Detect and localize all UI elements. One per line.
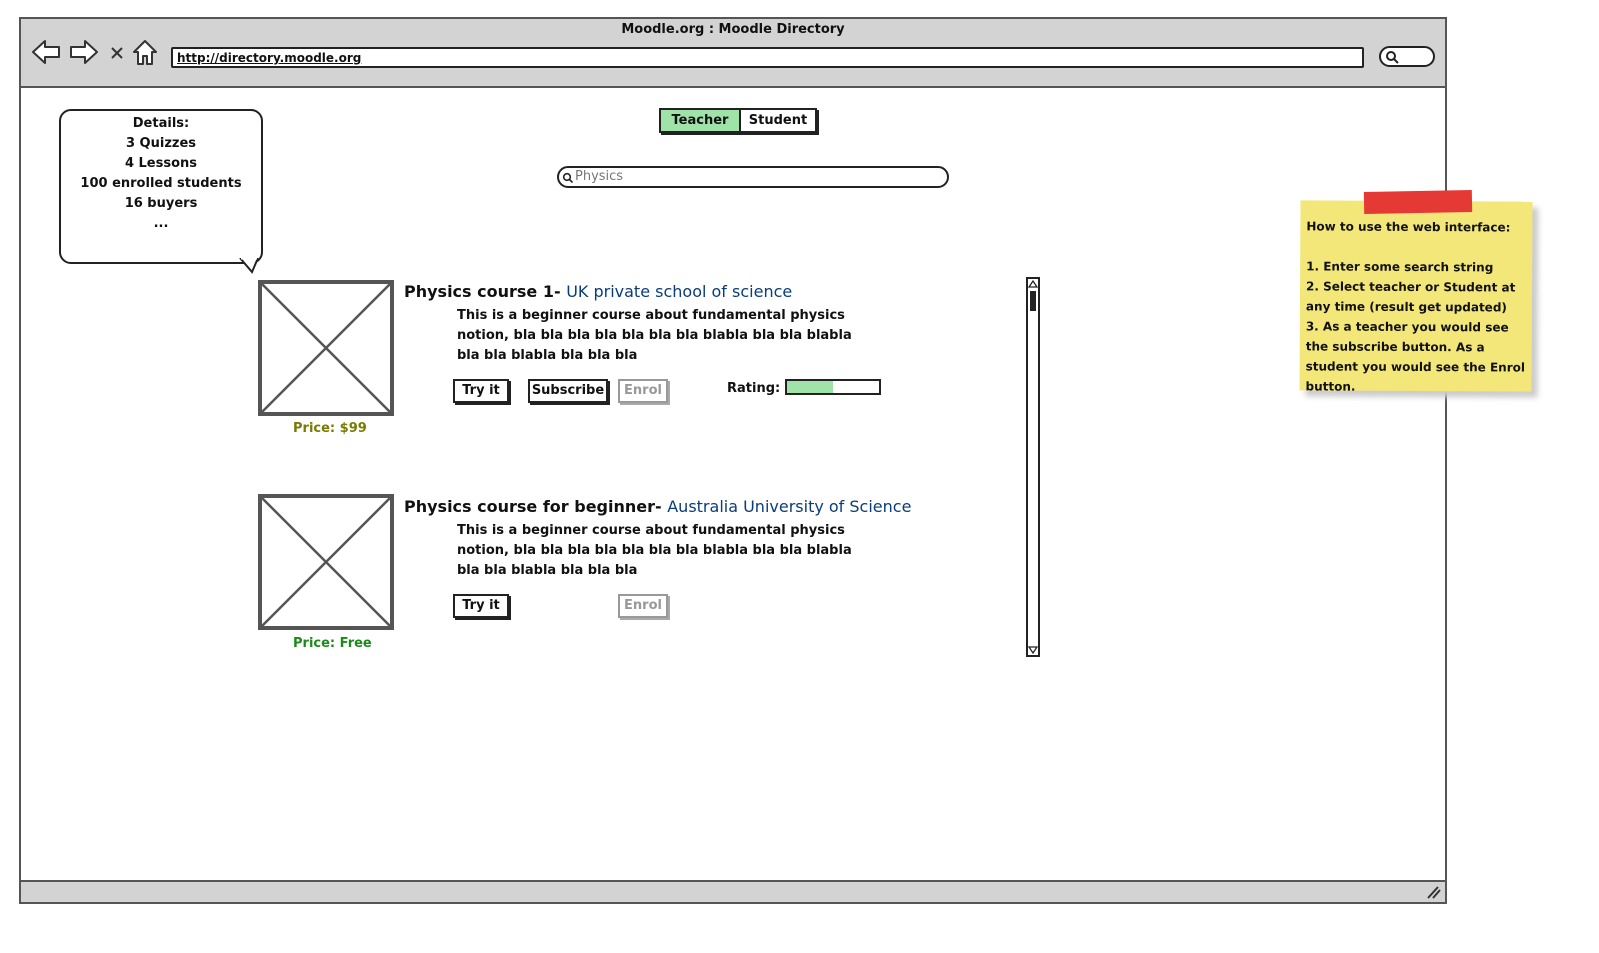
forward-arrow-icon[interactable]: [69, 38, 99, 66]
course-name: Physics course for beginner: [404, 497, 656, 516]
try-it-button[interactable]: Try it: [453, 594, 509, 618]
tooltip-tail: [238, 258, 260, 274]
sticky-note: [1300, 200, 1533, 394]
browser-titlebar: [21, 19, 1445, 88]
home-icon[interactable]: [131, 38, 159, 66]
subscribe-button[interactable]: Subscribe: [528, 379, 608, 403]
enrol-button[interactable]: Enrol: [618, 379, 668, 403]
details-line: 16 buyers: [124, 196, 198, 211]
back-arrow-icon[interactable]: [31, 38, 61, 66]
browser-search-box[interactable]: [1379, 46, 1435, 67]
course-name: Physics course 1: [404, 282, 554, 301]
scroll-down-icon[interactable]: [1028, 645, 1038, 655]
course-image-placeholder[interactable]: [258, 280, 394, 416]
scroll-up-icon[interactable]: [1028, 279, 1038, 289]
course-description: This is a beginner course about fundamental physics notion, bla bla bla bla bla bla bla blabla bla bla blabla bla bla blabla bla bla bla: [457, 308, 852, 363]
rating-bar: [785, 379, 881, 395]
title-separator: -: [655, 497, 668, 516]
url-bar[interactable]: http://directory.moodle.org: [171, 47, 1364, 68]
sticky-tape: [1364, 190, 1472, 214]
search-icon: [1385, 50, 1399, 64]
search-icon: [562, 172, 573, 183]
course-price: Price: $99: [293, 421, 367, 436]
course-title[interactable]: [404, 497, 911, 516]
school-link[interactable]: Australia University of Science: [667, 497, 912, 516]
browser-statusbar: [21, 880, 1445, 902]
try-it-button[interactable]: Try it: [453, 379, 509, 403]
enrol-button[interactable]: Enrol: [618, 594, 668, 618]
title-separator: -: [553, 282, 567, 301]
details-line: 3 Quizzes: [125, 136, 197, 151]
role-tabs: [659, 108, 817, 133]
sticky-heading: How to use the web interface:: [1306, 219, 1511, 235]
course-details-tooltip: [59, 109, 263, 264]
course-title[interactable]: [404, 282, 792, 301]
details-line: 100 enrolled students: [80, 176, 242, 191]
search-value: Physics: [575, 169, 624, 184]
details-heading: Details:: [132, 116, 190, 131]
sticky-step: 3. As a teacher you would see the subscribe button. As a student you would see the Enrol button.: [1305, 319, 1526, 394]
results-scrollbar[interactable]: [1026, 277, 1040, 657]
sticky-step: 2. Select teacher or Student at any time (result get updated): [1305, 279, 1516, 315]
school-link[interactable]: UK private school of science: [566, 282, 793, 301]
stop-icon[interactable]: [107, 38, 127, 66]
course-description: This is a beginner course about fundamental physics notion, bla bla bla bla bla bla bla blabla bla bla blabla bla bla blabla bla bla bla: [457, 523, 852, 578]
course-image-placeholder[interactable]: [258, 494, 394, 630]
rating-fill: [787, 381, 833, 393]
sticky-step: 1. Enter some search string: [1306, 259, 1494, 275]
details-line: ...: [153, 216, 169, 231]
tab-teacher[interactable]: Teacher: [659, 108, 741, 133]
tab-student[interactable]: Student: [739, 108, 817, 133]
details-line: 4 Lessons: [124, 156, 198, 171]
scroll-thumb[interactable]: [1030, 291, 1036, 311]
resize-grip-icon[interactable]: [1425, 885, 1441, 899]
window-title: Moodle.org : Moodle Directory: [621, 22, 845, 37]
course-search-input[interactable]: [557, 166, 949, 188]
rating-label: Rating:: [727, 381, 781, 396]
course-price: Price: Free: [293, 636, 372, 651]
